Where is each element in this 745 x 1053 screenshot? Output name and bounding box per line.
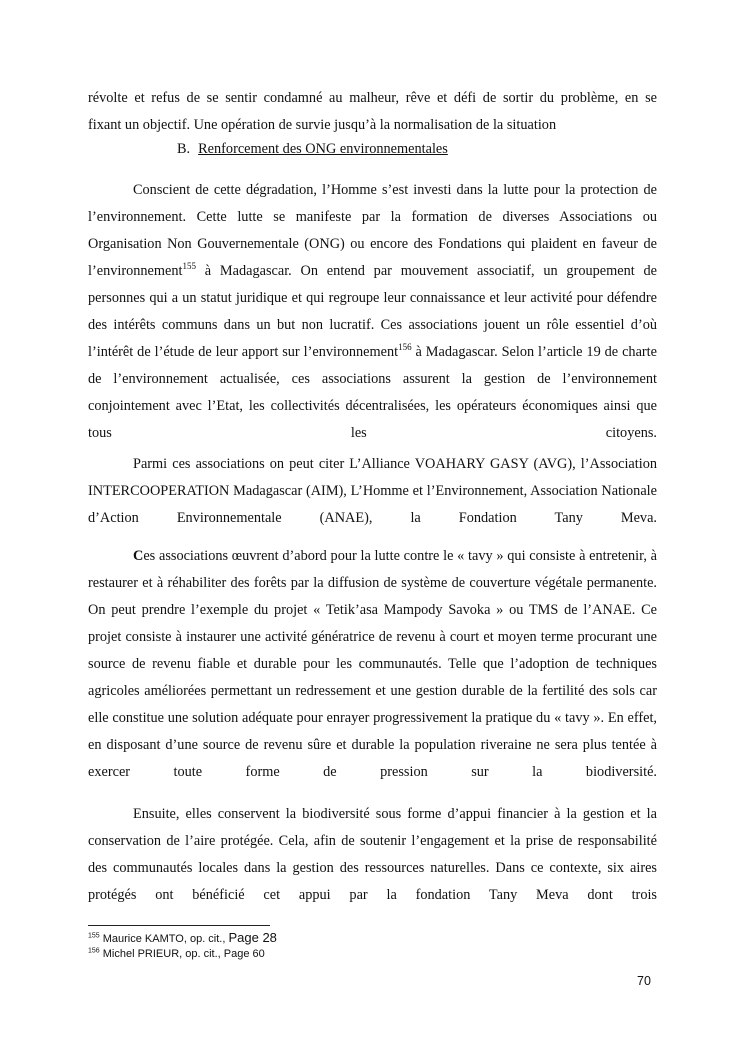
- page-number: 70: [637, 974, 651, 988]
- footnote-text: Maurice KAMTO, op. cit.,: [102, 933, 229, 945]
- section-heading: [177, 136, 448, 163]
- footnote-page: Page 28: [228, 930, 277, 945]
- text-span: es associations œuvrent d’abord pour la lutte contre le « tavy » qui consiste à entretenir, à restaurer et à réhabiliter des forêts par la diffusion de système de couverture végétale permanente. On peut prendre l’exemple du projet « Tetik’asa Mampody Savoka » ou TMS de l’ANAE. Ce projet consiste à instaurer une activité génératrice de revenu à court et moyen terme procurant une source de revenu fiable et durable pour les communautés. Telle que l’adoption de techniques agricoles améliorées permettant un redressement et une gestion durable de la fertilité des sols car elle constitue une solution adéquate pour enrayer progressivement la pratique du « tavy ». En effet, en disposant d’une source de revenu sûre et durable la population riveraine ne sera plus tentée à exercer toute forme de pression sur la biodiversité.: [88, 548, 657, 780]
- paragraph-continuation: [88, 85, 657, 139]
- text-span: Parmi ces associations on peut citer L’Alliance VOAHARY GASY (AVG), l’Association INTERCOOPERATION Madagascar (AIM), L’Homme et l’Environnement, Association Nationale d’Action Environnementale (ANAE), la Fondation Tany Meva.: [88, 456, 657, 526]
- text-line: révolte et refus de se sentir condamné au malheur, rêve et défi de sortir du problème, en se: [88, 90, 657, 106]
- paragraph-biodiversity: [88, 801, 657, 909]
- text-line: fixant un objectif. Une opération de survie jusqu’à la normalisation de la situation: [88, 117, 557, 133]
- paragraph-ong-intro: [88, 177, 657, 447]
- text-span: Conscient de cette dégradation, l’Homme s’est investi dans la lutte pour la protection de l’environnement. Cette lutte se manifeste par la formation de diverses Associations ou Organisation Non Gouvernementale (ONG) ou encore des Fondations qui plaident en faveur de l’environnement: [88, 182, 657, 279]
- text-span: Ensuite, elles conservent la biodiversité sous forme d’appui financier à la gestion et la conservation de l’aire protégée. Cela, afin de soutenir l’engagement et la prise de responsabilité des communautés locales dans la gestion des ressources naturelles. Dans ce contexte, six aires protégés ont bénéficié cet appui par la fondation Tany Meva dont trois: [88, 806, 657, 903]
- footnote-separator: [88, 925, 270, 926]
- paragraph-tavy: [88, 543, 657, 786]
- heading-title: Renforcement des ONG environnementales: [198, 141, 448, 157]
- heading-number: B.: [177, 141, 191, 157]
- footnote-ref-155[interactable]: 155: [182, 261, 196, 272]
- footnote-mark: 155: [88, 932, 100, 940]
- footnote-ref-156[interactable]: 156: [398, 342, 412, 353]
- paragraph-associations-list: [88, 451, 657, 532]
- footnote-text: Michel PRIEUR, op. cit., Page 60: [102, 948, 265, 960]
- drop-letter: C: [133, 548, 144, 564]
- footnote-155: [88, 931, 277, 946]
- footnote-156: [88, 947, 265, 961]
- text-span: à Madagascar. On entend par mouvement associatif, un groupement de personnes qui a un statut juridique et qui regroupe leur connaissance et leur activité pour défendre des intérêts communs dans un but non lucratif. Ces associations jouent un rôle essentiel d’où l’intérêt de l’étude de leur apport sur l’environnement: [88, 263, 657, 360]
- text-span: à Madagascar. Selon l’article 19 de charte de l’environnement actualisée, ces associations assurent la gestion de l’environnement conjointement avec l’Etat, les collectivités décentralisées, les opérateurs économiques ainsi que tous les citoyens.: [88, 344, 657, 441]
- footnote-mark: 156: [88, 947, 100, 955]
